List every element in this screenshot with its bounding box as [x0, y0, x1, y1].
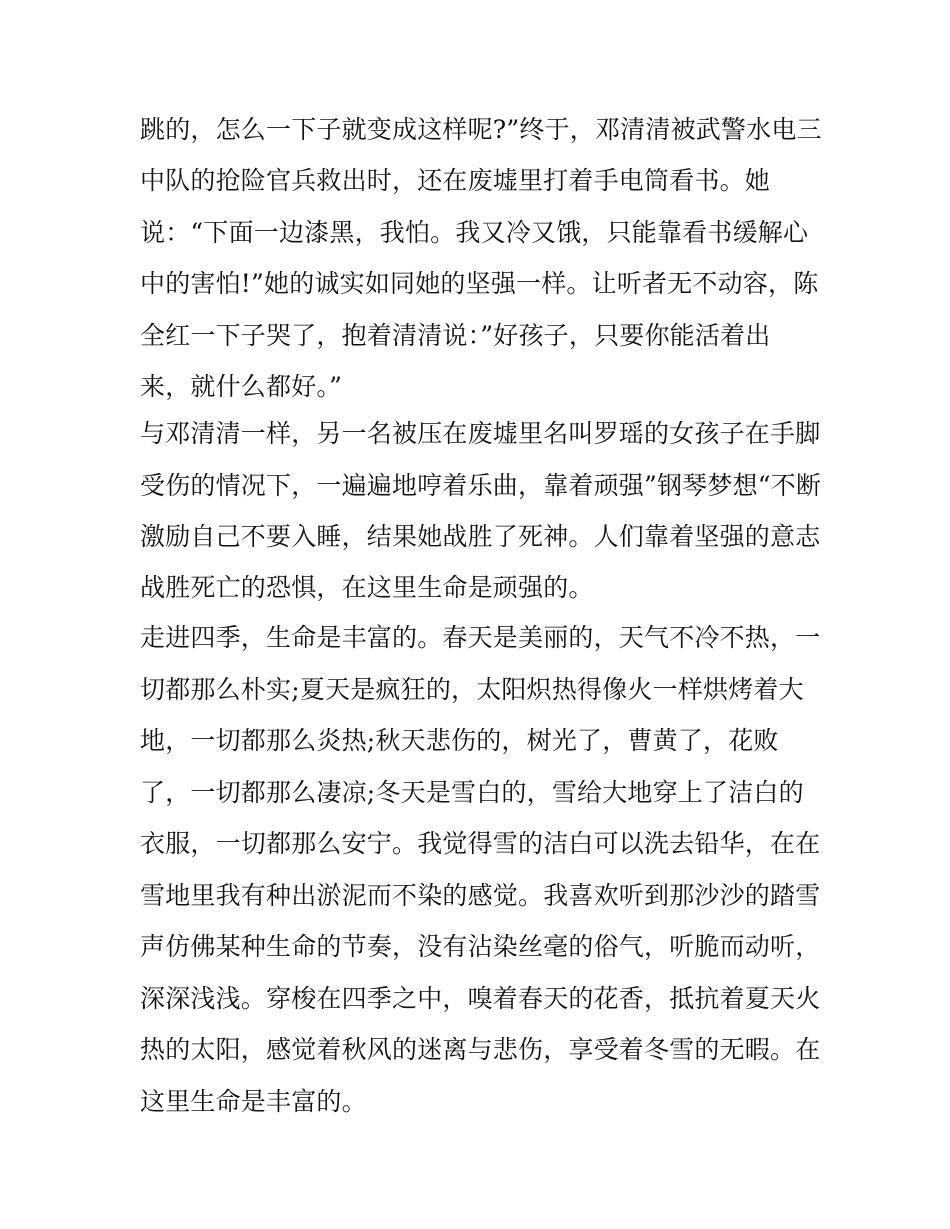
text-line: 跳的，怎么一下子就变成这样呢?”终于，邓清清被武警水电三 [140, 115, 822, 144]
text-line: 中的害怕!”她的诚实如同她的坚强一样。让听者无不动容，陈 [140, 269, 819, 298]
text-line: 这里生命是丰富的。 [140, 1087, 367, 1116]
text-line: 热的太阳，感觉着秋风的迷离与悲伤，享受着冬雪的无暇。在 [140, 1035, 821, 1064]
text-line: 受伤的情况下，一遍遍地哼着乐曲，靠着顽强”钢琴梦想“不断 [140, 471, 822, 500]
text-line: 战胜死亡的恐惧，在这里生命是顽强的。 [140, 573, 594, 602]
text-line: 切都那么朴实;夏天是疯狂的，太阳炽热得像火一样烘烤着大 [140, 675, 804, 704]
text-line: 来，就什么都好。” [140, 372, 343, 401]
text-line: 与邓清清一样，另一名被压在废墟里名叫罗瑶的女孩子在手脚 [140, 419, 821, 448]
text-line: 深深浅浅。穿梭在四季之中，嗅着春天的花香，抵抗着夏天火 [140, 984, 821, 1013]
text-line: 全红一下子哭了，抱着清清说：”好孩子，只要你能活着出 [140, 321, 771, 350]
text-line: 雪地里我有种出淤泥而不染的感觉。我喜欢听到那沙沙的踏雪 [140, 881, 821, 910]
text-line: 地，一切都那么炎热;秋天悲伤的，树光了，曹黄了，花败 [140, 726, 779, 755]
text-line: 中队的抢险官兵救出时，还在废墟里打着手电筒看书。她 [140, 166, 771, 195]
text-line: 了，一切都那么凄凉;冬天是雪白的，雪给大地穿上了洁白的 [140, 778, 804, 807]
text-line: 说：“下面一边漆黑，我怕。我又冷又饿，只能靠看书缓解心 [140, 218, 809, 247]
text-line: 走进四季，生命是丰富的。春天是美丽的，天气不冷不热，一 [140, 623, 821, 652]
text-line: 激励自己不要入睡，结果她战胜了死神。人们靠着坚强的意志 [140, 522, 821, 551]
text-line: 声仿佛某种生命的节奏，没有沾染丝毫的俗气，听脆而动听， [140, 932, 821, 961]
text-line: 衣服，一切都那么安宁。我觉得雪的洁白可以洗去铅华，在在 [140, 829, 821, 858]
